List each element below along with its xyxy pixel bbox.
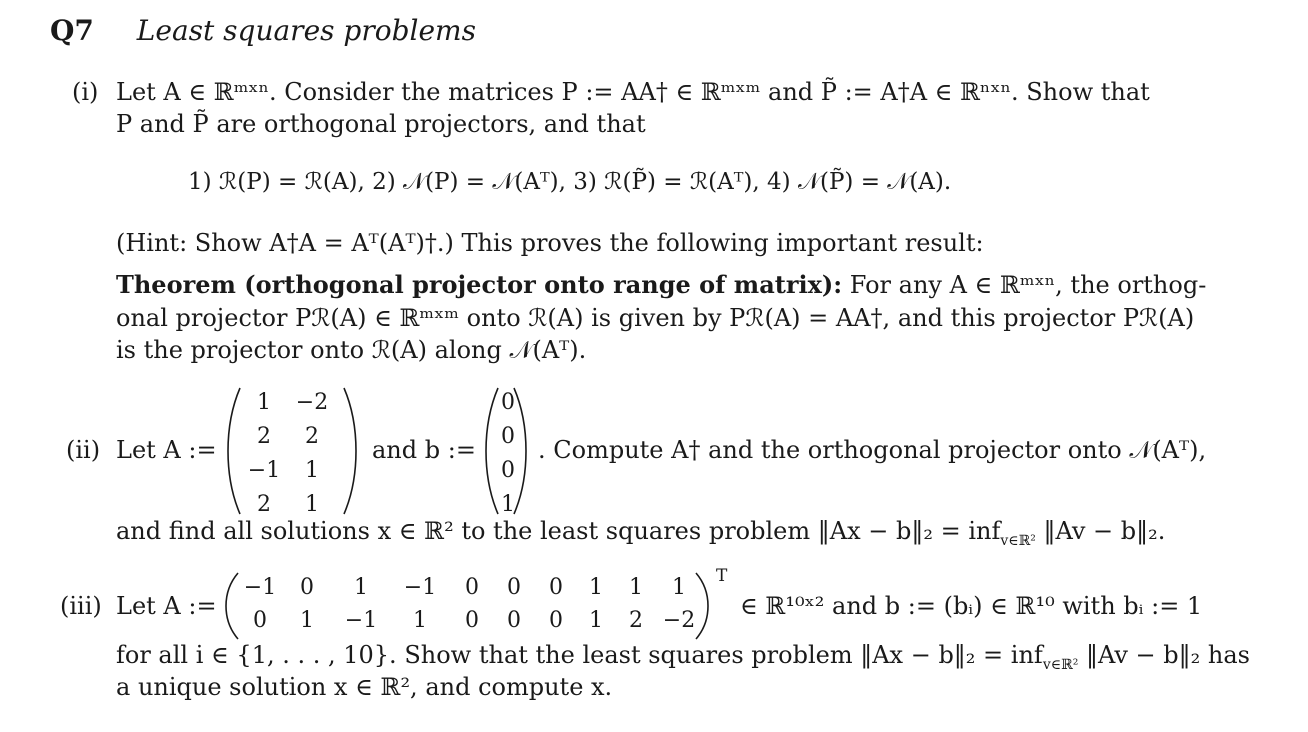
part-ii-line2-text: and find all solutions x ∈ ℝ² to the least squares problem ‖Ax − b‖₂ = inf	[116, 517, 1001, 545]
matrix-entry: 1	[589, 608, 603, 633]
part-ii-line2	[116, 515, 1165, 557]
part-ii-after: . Compute A† and the orthogonal projector onto 𝒩(Aᵀ),	[538, 436, 1207, 464]
part-i-line1: Let A ∈ ℝᵐˣⁿ. Consider the matrices P := AA† ∈ ℝᵐˣᵐ and P̃ := A†A ∈ ℝⁿˣⁿ. Show that	[116, 78, 1150, 106]
theorem-title: Theorem (orthogonal projector onto range of matrix):	[116, 270, 843, 299]
theorem-line2: onal projector Pℛ(A) ∈ ℝᵐˣᵐ onto ℛ(A) is given by Pℛ(A) = AA†, and this projector Pℛ(A)	[116, 304, 1195, 332]
question-heading	[50, 14, 476, 47]
vector-entry: 0	[501, 390, 515, 415]
matrix-A	[244, 386, 340, 522]
vector-entry: 0	[501, 424, 515, 449]
part-iii-inf-subscript: v∈ℝ²	[1042, 657, 1079, 673]
matrix-entry: 1	[300, 608, 314, 633]
matrix-entry: 0	[465, 608, 479, 633]
matrix-iii-left-paren	[224, 571, 240, 641]
matrix-entry: 1	[305, 492, 319, 517]
matrix-iii-right-paren	[694, 571, 710, 641]
matrix-entry: 2	[629, 608, 643, 633]
part-iii-line3: a unique solution x ∈ ℝ², and compute x.	[116, 673, 613, 701]
matrix-entry: 1	[257, 390, 271, 415]
matrix-A-transposed	[240, 571, 702, 637]
matrix-entry: 0	[253, 608, 267, 633]
part-ii-line2-end: ‖Av − b‖₂.	[1035, 517, 1166, 545]
theorem-line1	[116, 269, 1206, 301]
part-iii-line2-end: ‖Av − b‖₂ has	[1078, 641, 1250, 669]
vector-entry: 1	[501, 492, 515, 517]
part-ii-label: (ii)	[66, 436, 101, 464]
part-iii-label: (iii)	[60, 592, 102, 620]
theorem-line1-text: For any A ∈ ℝᵐˣⁿ, the orthog-	[842, 271, 1207, 299]
matrix-entry: 0	[465, 575, 479, 600]
vector-b-right-paren	[512, 386, 528, 516]
matrix-entry: −2	[662, 608, 696, 633]
part-iii-after: ∈ ℝ¹⁰ˣ² and b := (bᵢ) ∈ ℝ¹⁰ with bᵢ := 1	[740, 592, 1203, 620]
matrix-entry: 0	[300, 575, 314, 600]
matrix-entry: 2	[257, 424, 271, 449]
matrix-entry: 1	[589, 575, 603, 600]
matrix-entry: −2	[295, 390, 329, 415]
part-iii-let-A: Let A :=	[116, 592, 217, 620]
question-title: Least squares problems	[136, 14, 476, 47]
vector-entry: 0	[501, 458, 515, 483]
part-i-label: (i)	[72, 78, 99, 106]
matrix-entry: 1	[305, 458, 319, 483]
matrix-entry: −1	[403, 575, 437, 600]
matrix-entry: 0	[507, 575, 521, 600]
matrix-entry: 0	[507, 608, 521, 633]
part-ii-let-A: Let A :=	[116, 436, 217, 464]
part-ii-and-b: and b :=	[372, 436, 476, 464]
theorem-line3: is the projector onto ℛ(A) along 𝒩(Aᵀ).	[116, 336, 587, 364]
matrix-entry: 1	[413, 608, 427, 633]
matrix-entry: −1	[247, 458, 281, 483]
matrix-entry: −1	[344, 608, 378, 633]
matrix-entry: 1	[672, 575, 686, 600]
transpose-mark: T	[716, 566, 728, 586]
matrix-entry: 2	[257, 492, 271, 517]
part-i-identities: 1) ℛ(P) = ℛ(A), 2) 𝒩(P) = 𝒩(Aᵀ), 3) ℛ(P̃) = ℛ(Aᵀ), 4) 𝒩(P̃) = 𝒩(A).	[188, 169, 952, 195]
matrix-entry: −1	[243, 575, 277, 600]
matrix-entry: 0	[549, 575, 563, 600]
question-number: Q7	[50, 14, 94, 47]
part-iii-line2-text: for all i ∈ {1, . . . , 10}. Show that the least squares problem ‖Ax − b‖₂ = inf	[116, 641, 1043, 669]
part-i-hint: (Hint: Show A†A = Aᵀ(Aᵀ)†.) This proves the following important result:	[116, 229, 984, 257]
matrix-A-right-paren	[342, 386, 358, 516]
part-i-line2: P and P̃ are orthogonal projectors, and that	[116, 110, 646, 138]
matrix-entry: 0	[549, 608, 563, 633]
part-ii-inf-subscript: v∈ℝ²	[1000, 533, 1036, 549]
matrix-entry: 1	[354, 575, 368, 600]
matrix-entry: 1	[629, 575, 643, 600]
matrix-entry: 2	[305, 424, 319, 449]
matrix-A-left-paren	[226, 386, 242, 516]
